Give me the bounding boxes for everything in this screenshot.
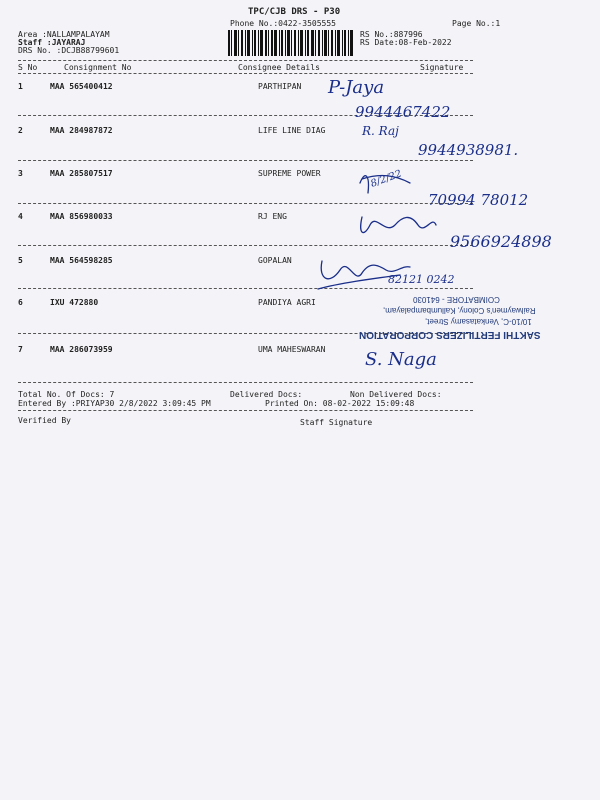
phone-r3: 70994 78012 [428, 191, 529, 209]
delivered-docs: Delivered Docs: [230, 390, 303, 399]
row-sno: 4 [18, 212, 23, 221]
row-consignee: PARTHIPAN [258, 82, 302, 91]
row-consignment-no: MAA 284987872 [50, 126, 113, 135]
row-sno: 6 [18, 298, 23, 307]
signature-scribble-r4 [361, 217, 436, 233]
stamp-line-1: SAKTHI FERTILIZERS CORPORATION [358, 329, 540, 340]
sheet-title: TPC/CJB DRS - P30 [248, 7, 341, 17]
area-label: Area :NALLAMPALAYAM [18, 30, 110, 39]
col-consignment: Consignment No [64, 63, 132, 72]
row-consignee: LIFE LINE DIAG [258, 126, 326, 135]
row-sno: 2 [18, 126, 23, 135]
entered-by: Entered By :PRIYAP30 2/8/2022 3:09:45 PM [18, 399, 211, 408]
row-consignee: UMA MAHESWARAN [258, 345, 326, 354]
row-sno: 3 [18, 169, 23, 178]
signature-r2: R. Raj [362, 124, 399, 138]
total-docs: Total No. Of Docs: 7 [18, 390, 115, 399]
handwritten-signatures [300, 75, 600, 385]
col-sno: S No [18, 63, 38, 72]
rs-date: RS Date:08-Feb-2022 [360, 38, 452, 47]
row-sno: 1 [18, 82, 23, 91]
phone-r1: 9944467422 [355, 103, 451, 121]
phone-r5: 82121 0242 [388, 273, 455, 286]
divider [18, 73, 473, 74]
phone-number: Phone No.:0422-3505555 [230, 19, 336, 28]
col-signature: Signature [420, 63, 464, 72]
phone-r2: 9944938981. [418, 141, 519, 159]
row-consignee: SUPREME POWER [258, 169, 321, 178]
row-consignee: GOPALAN [258, 256, 292, 265]
barcode [228, 30, 353, 56]
divider [18, 410, 473, 411]
staff-label: Staff :JAYARAJ [18, 38, 86, 47]
staff-signature: Staff Signature [300, 418, 373, 427]
date-r3: 8/2/22 [369, 168, 404, 190]
divider [18, 60, 473, 61]
col-consignee: Consignee Details [238, 63, 320, 72]
row-consignment-no: IXU 472880 [50, 298, 99, 307]
row-consignment-no: MAA 564598285 [50, 256, 113, 265]
signature-r7: S. Naga [365, 349, 437, 370]
stamp-line-2: 10/10-C, Venkatasamy Street, [425, 317, 532, 326]
non-delivered-docs: Non Delivered Docs: [350, 390, 442, 399]
stamp-line-4: COIMBATORE - 641030 [413, 295, 500, 304]
page-number: Page No.:1 [452, 19, 501, 28]
row-consignment-no: MAA 286073959 [50, 345, 113, 354]
row-consignee: RJ ENG [258, 212, 287, 221]
phone-r4: 9566924898 [450, 232, 552, 251]
row-consignment-no: MAA 856980033 [50, 212, 113, 221]
row-sno: 7 [18, 345, 23, 354]
row-consignee: PANDIYA AGRI [258, 298, 316, 307]
drs-number: DRS No. :DCJB88799601 [18, 46, 120, 55]
rs-number: RS No.:887996 [360, 30, 423, 39]
signature-r1: P-Jaya [328, 77, 385, 98]
row-consignment-no: MAA 565400412 [50, 82, 113, 91]
stamp-line-3: Railwaymen's Colony, Kallumbampalayam, [383, 306, 536, 315]
row-sno: 5 [18, 256, 23, 265]
row-consignment-no: MAA 285807517 [50, 169, 113, 178]
verified-by: Verified By [18, 416, 71, 425]
printed-on: Printed On: 08-02-2022 15:09:48 [265, 399, 415, 408]
